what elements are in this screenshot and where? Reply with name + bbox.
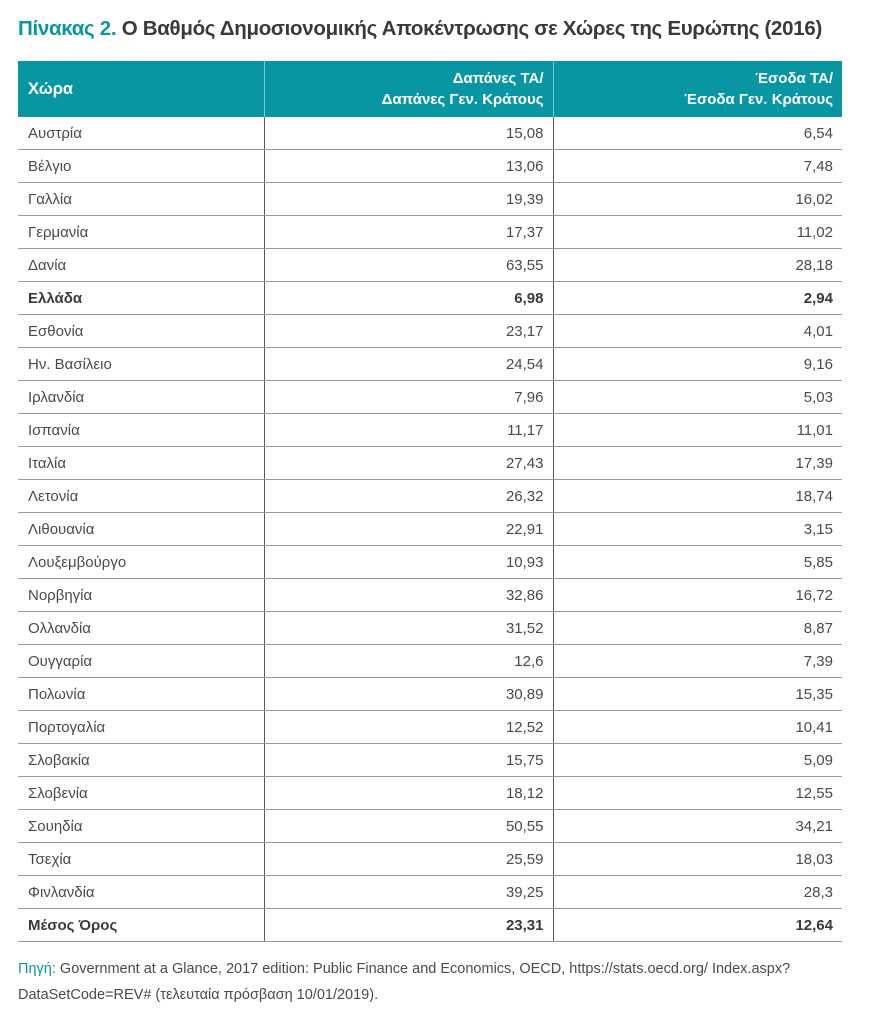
cell-expenses: 6,98	[264, 282, 553, 315]
table-row	[18, 876, 842, 909]
table-row	[18, 546, 842, 579]
cell-country: Εσθονία	[18, 315, 264, 348]
table-row	[18, 348, 842, 381]
cell-revenue: 7,48	[553, 150, 842, 183]
table-header	[18, 61, 842, 117]
table-row	[18, 777, 842, 810]
cell-revenue: 34,21	[553, 810, 842, 843]
header-expenses-line1: Δαπάνες ΤΑ/	[452, 70, 544, 87]
table-header-row	[18, 61, 842, 117]
cell-expenses: 23,17	[264, 315, 553, 348]
table-row	[18, 909, 842, 942]
cell-expenses: 27,43	[264, 447, 553, 480]
cell-revenue: 5,85	[553, 546, 842, 579]
table-row	[18, 645, 842, 678]
cell-country: Ολλανδία	[18, 612, 264, 645]
cell-country: Μέσος Όρος	[18, 909, 264, 942]
cell-revenue: 10,41	[553, 711, 842, 744]
cell-expenses: 39,25	[264, 876, 553, 909]
cell-revenue: 5,09	[553, 744, 842, 777]
table-row	[18, 150, 842, 183]
table-row	[18, 414, 842, 447]
cell-revenue: 15,35	[553, 678, 842, 711]
cell-country: Δανία	[18, 249, 264, 282]
cell-country: Αυστρία	[18, 117, 264, 150]
cell-country: Πορτογαλία	[18, 711, 264, 744]
cell-revenue: 9,16	[553, 348, 842, 381]
table-row	[18, 744, 842, 777]
cell-revenue: 3,15	[553, 513, 842, 546]
cell-expenses: 25,59	[264, 843, 553, 876]
cell-revenue: 18,74	[553, 480, 842, 513]
cell-expenses: 18,12	[264, 777, 553, 810]
source-text: Government at a Glance, 2017 edition: Public Finance and Economics, OECD, https://stats.oecd.org/ Index.aspx?DataSetCode=REV# (τελευταία πρόσβαση 10/01/2019).	[18, 961, 791, 1003]
table-row	[18, 678, 842, 711]
cell-country: Σλοβενία	[18, 777, 264, 810]
cell-expenses: 7,96	[264, 381, 553, 414]
cell-revenue: 17,39	[553, 447, 842, 480]
table-body	[18, 117, 842, 942]
cell-expenses: 12,6	[264, 645, 553, 678]
table-row	[18, 711, 842, 744]
table-caption	[18, 17, 822, 41]
decentralization-table	[18, 61, 842, 942]
cell-revenue: 16,02	[553, 183, 842, 216]
cell-expenses: 10,93	[264, 546, 553, 579]
table-row	[18, 843, 842, 876]
cell-expenses: 15,08	[264, 117, 553, 150]
cell-country: Ουγγαρία	[18, 645, 264, 678]
cell-expenses: 12,52	[264, 711, 553, 744]
cell-expenses: 30,89	[264, 678, 553, 711]
table-row	[18, 810, 842, 843]
cell-revenue: 28,18	[553, 249, 842, 282]
cell-expenses: 19,39	[264, 183, 553, 216]
table-row	[18, 315, 842, 348]
cell-revenue: 5,03	[553, 381, 842, 414]
cell-country: Νορβηγία	[18, 579, 264, 612]
cell-revenue: 11,01	[553, 414, 842, 447]
cell-country: Λιθουανία	[18, 513, 264, 546]
cell-revenue: 8,87	[553, 612, 842, 645]
cell-country: Γαλλία	[18, 183, 264, 216]
cell-country: Πολωνία	[18, 678, 264, 711]
cell-expenses: 31,52	[264, 612, 553, 645]
cell-revenue: 4,01	[553, 315, 842, 348]
cell-expenses: 11,17	[264, 414, 553, 447]
cell-country: Φινλανδία	[18, 876, 264, 909]
table-row	[18, 117, 842, 150]
cell-expenses: 24,54	[264, 348, 553, 381]
table-row	[18, 282, 842, 315]
cell-country: Ιταλία	[18, 447, 264, 480]
cell-country: Ισπανία	[18, 414, 264, 447]
table-row	[18, 381, 842, 414]
table-caption-label: Πίνακας 2.	[18, 17, 117, 40]
table-row	[18, 579, 842, 612]
table-caption-text: Ο Βαθμός Δημοσιονομικής Αποκέντρωσης σε Χώρες της Ευρώπης (2016)	[116, 17, 822, 40]
header-revenue	[553, 61, 842, 117]
source-label: Πηγή:	[18, 961, 56, 977]
cell-revenue: 28,3	[553, 876, 842, 909]
cell-expenses: 13,06	[264, 150, 553, 183]
cell-expenses: 15,75	[264, 744, 553, 777]
table-row	[18, 513, 842, 546]
table-row	[18, 216, 842, 249]
cell-country: Σουηδία	[18, 810, 264, 843]
cell-expenses: 32,86	[264, 579, 553, 612]
cell-expenses: 63,55	[264, 249, 553, 282]
table-row	[18, 447, 842, 480]
table-row	[18, 612, 842, 645]
cell-country: Σλοβακία	[18, 744, 264, 777]
cell-revenue: 12,55	[553, 777, 842, 810]
cell-revenue: 6,54	[553, 117, 842, 150]
cell-country: Ιρλανδία	[18, 381, 264, 414]
cell-revenue: 18,03	[553, 843, 842, 876]
source-note	[18, 956, 848, 1008]
header-expenses-line2: Δαπάνες Γεν. Κράτους	[381, 91, 544, 108]
table-row	[18, 480, 842, 513]
cell-revenue: 12,64	[553, 909, 842, 942]
cell-country: Γερμανία	[18, 216, 264, 249]
cell-expenses: 26,32	[264, 480, 553, 513]
header-expenses	[264, 61, 553, 117]
cell-expenses: 23,31	[264, 909, 553, 942]
cell-revenue: 16,72	[553, 579, 842, 612]
cell-expenses: 22,91	[264, 513, 553, 546]
cell-country: Τσεχία	[18, 843, 264, 876]
cell-revenue: 2,94	[553, 282, 842, 315]
cell-country: Λουξεμβούργο	[18, 546, 264, 579]
header-revenue-line2: Έσοδα Γεν. Κράτους	[684, 91, 833, 108]
cell-expenses: 50,55	[264, 810, 553, 843]
cell-country: Βέλγιο	[18, 150, 264, 183]
cell-revenue: 11,02	[553, 216, 842, 249]
cell-country: Ην. Βασίλειο	[18, 348, 264, 381]
cell-country: Ελλάδα	[18, 282, 264, 315]
header-revenue-line1: Έσοδα ΤΑ/	[755, 70, 833, 87]
table-row	[18, 183, 842, 216]
header-country: Χώρα	[18, 61, 264, 117]
cell-revenue: 7,39	[553, 645, 842, 678]
cell-expenses: 17,37	[264, 216, 553, 249]
table-row	[18, 249, 842, 282]
cell-country: Λετονία	[18, 480, 264, 513]
